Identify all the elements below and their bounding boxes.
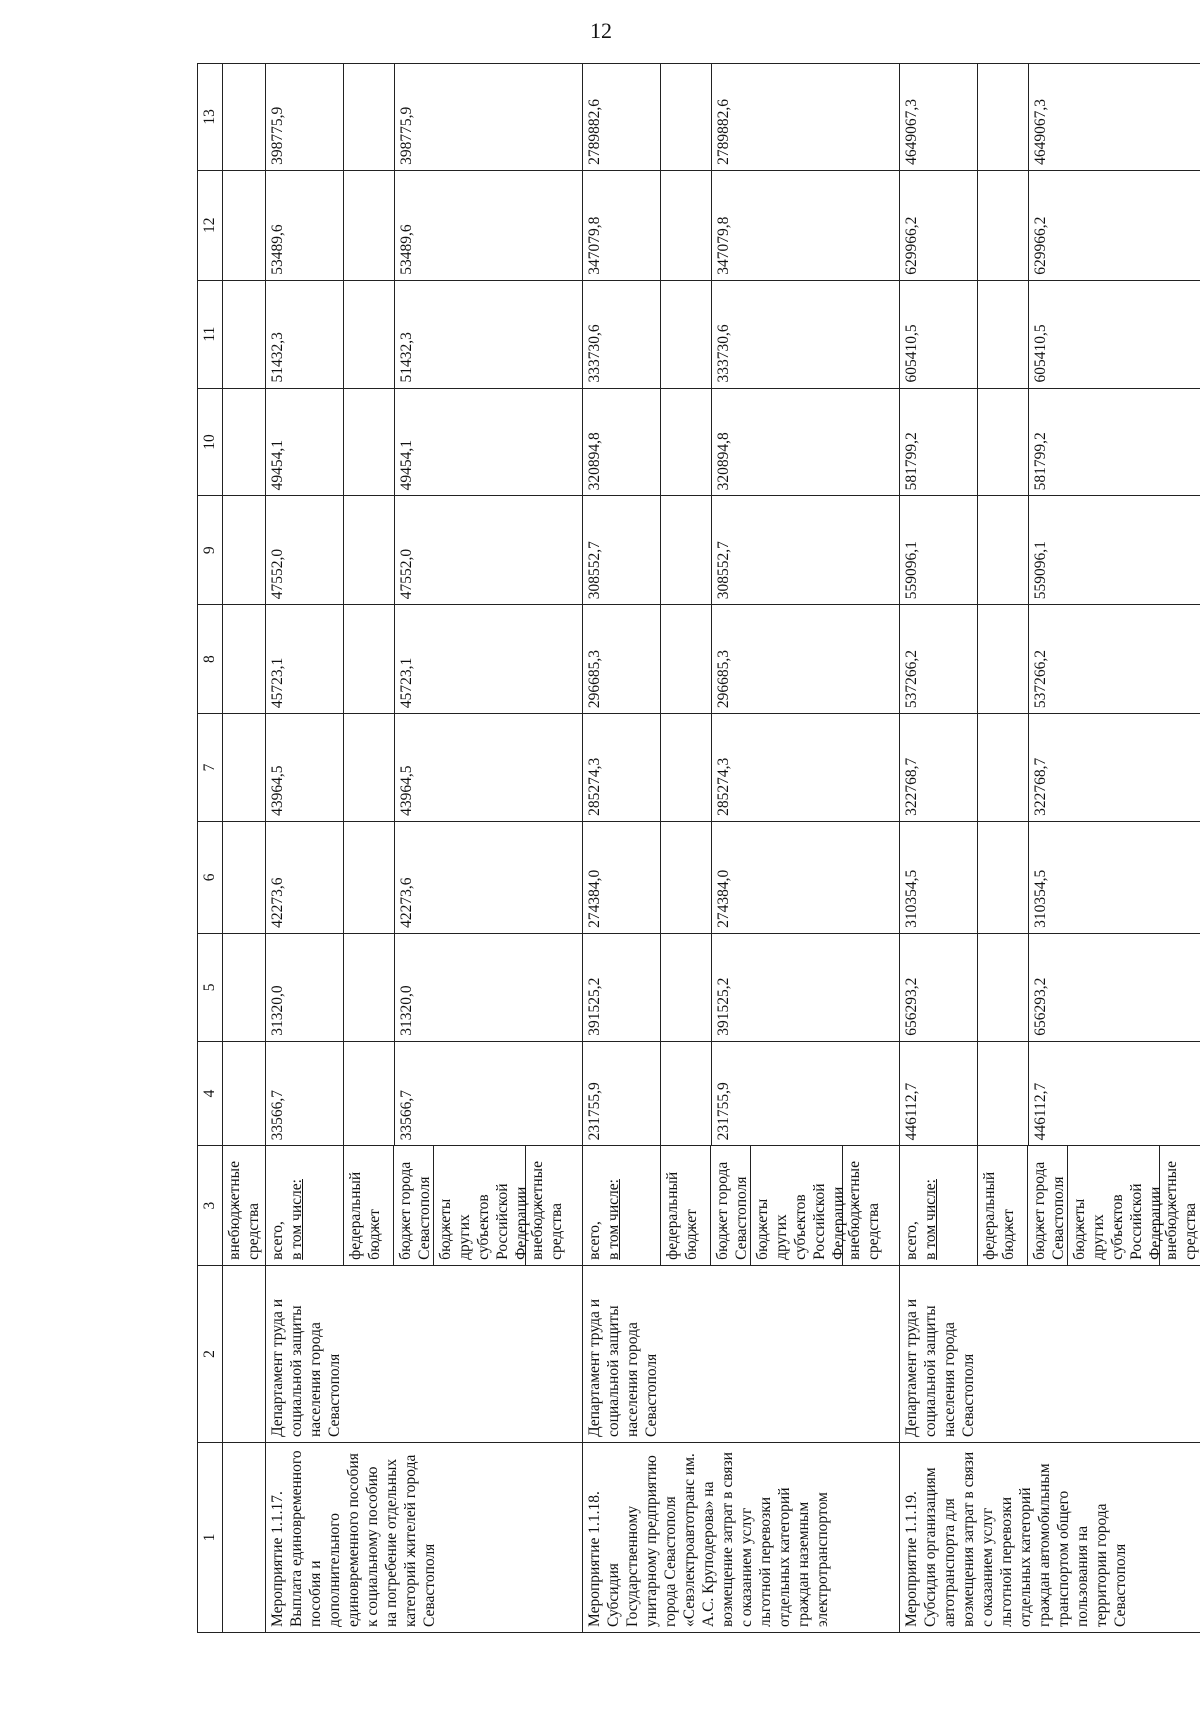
value-federal (344, 496, 395, 604)
value-federal (661, 171, 712, 280)
funding-source-block (266, 1146, 344, 1265)
executor-cell: Департамент труда и социальной защиты населения города Севастополя (900, 1265, 1200, 1442)
value-city-budget: 43964,5 (398, 765, 415, 816)
value-cell (266, 388, 583, 496)
value-cell (583, 714, 900, 822)
value-total: 4649067,3 (900, 64, 978, 170)
funding-source-block (394, 1146, 434, 1265)
funding-source-block (978, 1146, 1028, 1265)
funding-source-block (843, 1146, 899, 1265)
value-city-budget: 2789882,6 (715, 98, 732, 165)
value-total: 45723,1 (266, 605, 344, 713)
value-federal (344, 1042, 395, 1146)
column-number: 6 (198, 821, 223, 933)
value-total: 605410,5 (900, 281, 978, 388)
value-total: 333730,6 (583, 281, 661, 388)
table-row-fragment (223, 64, 266, 1633)
value-city-budget: 4649067,3 (1032, 98, 1049, 165)
funding-source-block (1068, 1146, 1164, 1265)
value-cell (583, 280, 900, 388)
value-federal (344, 389, 395, 496)
value-cell (266, 605, 583, 714)
value-cell (583, 496, 900, 605)
empty-cell (223, 64, 266, 171)
funding-source-block (434, 1146, 530, 1265)
value-federal (344, 714, 395, 821)
funding-source-block (661, 1146, 711, 1265)
value-total: 391525,2 (583, 934, 661, 1041)
column-number: 12 (198, 170, 223, 280)
value-city-budget: 33566,7 (398, 1089, 415, 1141)
label-federal-budget: федеральный бюджет (981, 1171, 1017, 1260)
page-number: 12 (590, 18, 612, 43)
budget-table (197, 63, 1200, 1633)
value-total: 629966,2 (900, 171, 978, 280)
value-city-budget: 320894,8 (715, 432, 732, 491)
value-city-budget: 581799,2 (1032, 432, 1049, 491)
value-total: 537266,2 (900, 605, 978, 713)
value-total: 51432,3 (266, 281, 344, 388)
value-federal (661, 934, 712, 1041)
value-total: 308552,7 (583, 496, 661, 604)
value-federal (661, 1042, 712, 1146)
column-number: 1 (198, 1443, 223, 1633)
label-including: в том числе: (288, 1179, 305, 1260)
label-total: всего, (269, 1221, 286, 1260)
column-number: 13 (198, 64, 223, 171)
value-federal (661, 496, 712, 604)
value-cell (266, 64, 583, 171)
empty-cell (223, 1443, 266, 1633)
value-cell (583, 605, 900, 714)
value-federal (344, 822, 395, 933)
value-cell (583, 821, 900, 933)
executor-cell: Департамент труда и социальной защиты населения города Севастополя (266, 1265, 583, 1442)
value-total: 322768,7 (900, 714, 978, 821)
value-city-budget: 42273,6 (398, 877, 415, 928)
funding-source-block (751, 1146, 847, 1265)
value-cell (900, 714, 1200, 822)
value-city-budget: 308552,7 (715, 541, 732, 600)
value-federal (344, 605, 395, 713)
value-total: 231755,9 (583, 1042, 661, 1146)
value-cell (266, 280, 583, 388)
value-cell (900, 170, 1200, 280)
value-federal (661, 281, 712, 388)
activity-cell: Мероприятие 1.1.18. Субсидия Государственному унитарному предприятию города Севастополя «Севэлектроавтотранс им. А.С. Круподерова» на возмещение затрат в связи с оказанием услуг льготной перевозки отдельных категорий граждан наземным электротранспортом (583, 1443, 900, 1633)
value-federal (661, 64, 712, 170)
value-federal (344, 64, 395, 170)
label-extrabudgetary-funds: внебюджетные средства (529, 1161, 565, 1260)
label-city-budget: бюджет города Севастополя (397, 1161, 433, 1260)
value-total: 53489,6 (266, 171, 344, 280)
value-city-budget: 629966,2 (1032, 216, 1049, 275)
column-number: 9 (198, 496, 223, 605)
label-other-subjects-budgets: бюджеты других субъектов Российской Федерации (1071, 1183, 1164, 1260)
funding-source-block (526, 1146, 582, 1265)
table-body (266, 64, 1200, 1633)
label-including: в том числе: (922, 1179, 939, 1260)
label-extrabudgetary-funds: внебюджетные средства (1163, 1161, 1199, 1260)
funding-source-block (900, 1146, 978, 1265)
value-cell (266, 1041, 583, 1146)
value-total: 446112,7 (900, 1042, 978, 1146)
value-total: 47552,0 (266, 496, 344, 604)
funding-source-block (711, 1146, 751, 1265)
value-total: 42273,6 (266, 822, 344, 933)
column-number: 2 (198, 1265, 223, 1442)
funding-source-cell (900, 1146, 1200, 1266)
value-federal (661, 714, 712, 821)
funding-source-block (583, 1146, 661, 1265)
value-total: 31320,0 (266, 934, 344, 1041)
label-city-budget: бюджет города Севастополя (714, 1161, 750, 1260)
value-federal (344, 281, 395, 388)
empty-cell (223, 496, 266, 605)
value-city-budget: 656293,2 (1032, 977, 1049, 1036)
value-cell (266, 170, 583, 280)
empty-cell (223, 280, 266, 388)
value-federal (661, 605, 712, 713)
value-total: 49454,1 (266, 389, 344, 496)
value-federal (978, 281, 1029, 388)
value-city-budget: 45723,1 (398, 657, 415, 709)
value-cell (900, 388, 1200, 496)
value-cell (900, 496, 1200, 605)
funding-source-cell (583, 1146, 900, 1266)
value-cell (583, 170, 900, 280)
value-city-budget: 446112,7 (1032, 1082, 1049, 1141)
value-total: 559096,1 (900, 496, 978, 604)
column-number: 5 (198, 933, 223, 1041)
activity-cell: Мероприятие 1.1.19. Субсидия организациям автотранспорта для возмещения затрат в связи с оказанием услуг льготной перевозки отдельных категорий граждан автомобильным транспортом общего пользования на территории города Севастополя (900, 1443, 1200, 1633)
label-federal-budget: федеральный бюджет (664, 1171, 700, 1260)
label-total: всего, (903, 1221, 920, 1260)
empty-cell (223, 933, 266, 1041)
value-city-budget: 559096,1 (1032, 541, 1049, 600)
label-other-subjects-budgets: бюджеты других субъектов Российской Федерации (437, 1183, 530, 1260)
funding-source-block (1028, 1146, 1068, 1265)
value-total: 2789882,6 (583, 64, 661, 170)
value-city-budget: 274384,0 (715, 869, 732, 928)
value-federal (978, 389, 1029, 496)
value-federal (978, 1042, 1029, 1146)
value-city-budget: 333730,6 (715, 324, 732, 383)
value-total: 43964,5 (266, 714, 344, 821)
value-city-budget: 231755,9 (715, 1082, 732, 1141)
executor-cell: Департамент труда и социальной защиты населения города Севастополя (583, 1265, 900, 1442)
empty-cell (223, 388, 266, 496)
value-federal (978, 934, 1029, 1041)
value-total: 296685,3 (583, 605, 661, 713)
table-row (266, 64, 583, 1633)
value-federal (978, 64, 1029, 170)
value-city-budget: 391525,2 (715, 977, 732, 1036)
value-cell (266, 714, 583, 822)
value-city-budget: 398775,9 (398, 106, 415, 165)
column-number: 8 (198, 605, 223, 714)
value-total: 310354,5 (900, 822, 978, 933)
value-city-budget: 31320,0 (398, 985, 415, 1036)
value-cell (583, 933, 900, 1041)
value-federal (344, 171, 395, 280)
value-federal (978, 605, 1029, 713)
value-city-budget: 51432,3 (398, 332, 415, 383)
value-total: 320894,8 (583, 389, 661, 496)
empty-cell (223, 605, 266, 714)
value-total: 347079,8 (583, 171, 661, 280)
value-federal (661, 822, 712, 933)
value-city-budget: 296685,3 (715, 649, 732, 709)
value-federal (978, 714, 1029, 821)
empty-cell (223, 1041, 266, 1146)
label-federal-budget: федеральный бюджет (347, 1171, 383, 1260)
value-cell (900, 605, 1200, 714)
value-city-budget: 285274,3 (715, 757, 732, 816)
value-total: 285274,3 (583, 714, 661, 821)
label-total: всего, (586, 1221, 603, 1260)
value-city-budget: 322768,7 (1032, 757, 1049, 816)
value-cell (900, 64, 1200, 171)
column-number: 7 (198, 714, 223, 822)
empty-cell (223, 170, 266, 280)
value-city-budget: 310354,5 (1032, 869, 1049, 928)
value-total: 656293,2 (900, 934, 978, 1041)
column-number: 10 (198, 388, 223, 496)
value-city-budget: 47552,0 (398, 548, 415, 600)
column-number: 11 (198, 280, 223, 388)
value-city-budget: 605410,5 (1032, 324, 1049, 383)
value-cell (900, 1041, 1200, 1146)
label-extrabudgetary-funds: внебюджетные средства (846, 1161, 882, 1260)
funding-source-block (344, 1146, 394, 1265)
value-city-budget: 53489,6 (398, 224, 415, 275)
value-city-budget: 347079,8 (715, 216, 732, 275)
value-total: 581799,2 (900, 389, 978, 496)
value-federal (978, 171, 1029, 280)
rotated-table-container (197, 63, 1199, 1633)
value-cell (266, 821, 583, 933)
table-row (583, 64, 900, 1633)
value-federal (978, 496, 1029, 604)
value-federal (661, 389, 712, 496)
value-cell (266, 496, 583, 605)
empty-cell (223, 821, 266, 933)
value-cell (900, 280, 1200, 388)
label-other-subjects-budgets: бюджеты других субъектов Российской Федерации (754, 1183, 847, 1260)
value-federal (344, 934, 395, 1041)
value-cell (900, 933, 1200, 1041)
column-number: 3 (198, 1146, 223, 1266)
funding-source-block (1160, 1146, 1200, 1265)
value-cell (583, 1041, 900, 1146)
funding-source-cell (266, 1146, 583, 1266)
value-city-budget: 49454,1 (398, 439, 415, 491)
funding-source-extra: внебюджетные средства (223, 1146, 266, 1266)
value-cell (583, 64, 900, 171)
header-row (198, 64, 223, 1633)
value-total: 274384,0 (583, 822, 661, 933)
label-city-budget: бюджет города Севастополя (1031, 1161, 1067, 1260)
table-row (900, 64, 1200, 1633)
value-cell (583, 388, 900, 496)
label-including: в том числе: (605, 1179, 622, 1260)
empty-cell (223, 714, 266, 822)
value-total: 33566,7 (266, 1042, 344, 1146)
value-total: 398775,9 (266, 64, 344, 170)
column-number: 4 (198, 1041, 223, 1146)
value-cell (266, 933, 583, 1041)
value-city-budget: 537266,2 (1032, 649, 1049, 709)
empty-cell (223, 1265, 266, 1442)
value-cell (900, 821, 1200, 933)
value-federal (978, 822, 1029, 933)
activity-cell: Мероприятие 1.1.17. Выплата единовременного пособия и дополнительного единовременного пособия к социальному пособию на погребение отдельных категорий жителей города Севастополя (266, 1443, 583, 1633)
